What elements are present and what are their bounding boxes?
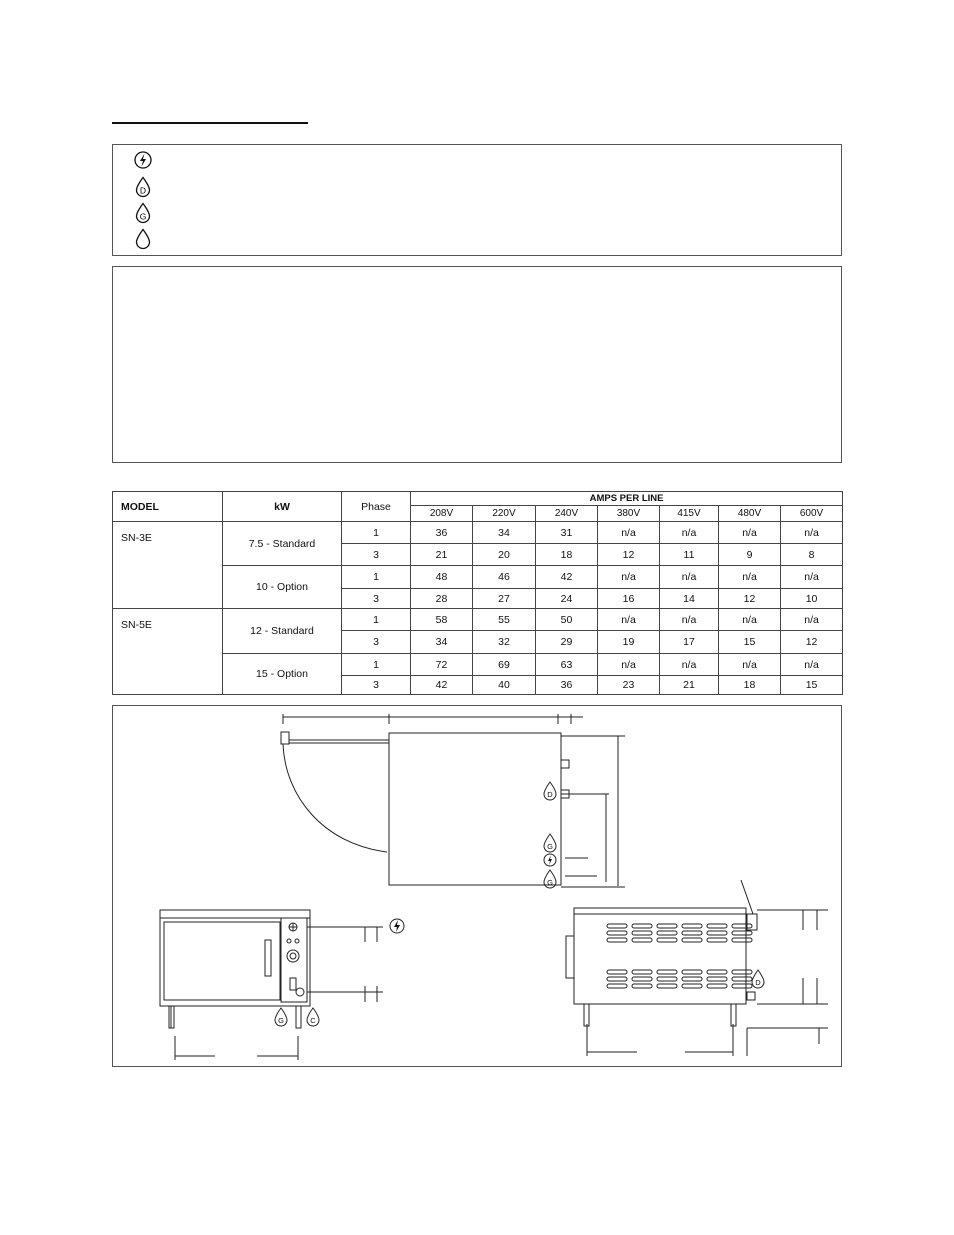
amps-cell: n/a (781, 654, 843, 676)
voltage-header-380v: 380V (598, 506, 660, 522)
amps-cell: 46 (473, 566, 536, 589)
model-name-cell: SN-5E (113, 609, 223, 695)
vent-slot (682, 977, 702, 981)
kw-cell: 12 - Standard (223, 609, 342, 654)
amps-cell: 21 (660, 676, 719, 695)
amps-cell: 63 (536, 654, 598, 676)
amps-cell: 12 (781, 631, 843, 654)
amps-cell: 69 (473, 654, 536, 676)
vent-slot (632, 938, 652, 942)
vent-slot (607, 977, 627, 981)
connection-legend-box (112, 144, 842, 256)
amps-cell: 31 (536, 522, 598, 544)
voltage-header-480v: 480V (719, 506, 781, 522)
top-drain-letter: D (547, 790, 553, 799)
drain-connection-icon (133, 176, 153, 198)
vent-slot (632, 931, 652, 935)
phase-cell: 3 (342, 676, 411, 695)
col-header-model: MODEL (113, 492, 223, 522)
vent-slot (732, 984, 752, 988)
voltage-header-208v: 208V (411, 506, 473, 522)
kw-cell: 7.5 - Standard (223, 522, 342, 566)
amps-cell: 34 (411, 631, 473, 654)
vent-slot (732, 938, 752, 942)
vent-slot (707, 977, 727, 981)
vent-slot (632, 970, 652, 974)
vent-slot (682, 984, 702, 988)
amps-cell: 58 (411, 609, 473, 631)
amps-cell: 55 (473, 609, 536, 631)
col-header-kw: kW (223, 492, 342, 522)
table-row (113, 522, 843, 544)
vent-slot (682, 938, 702, 942)
vent-slot (657, 924, 677, 928)
amps-cell: 42 (411, 676, 473, 695)
voltage-header-600v: 600V (781, 506, 843, 522)
vent-slot (607, 970, 627, 974)
amps-cell: 24 (536, 589, 598, 609)
amps-cell: 11 (660, 544, 719, 566)
amps-cell: 32 (473, 631, 536, 654)
installation-notes-box (112, 266, 842, 463)
water-connection-icon (133, 228, 153, 250)
amps-cell: 18 (536, 544, 598, 566)
gas-letter: G (139, 211, 147, 222)
amps-cell: 20 (473, 544, 536, 566)
amps-cell: n/a (781, 609, 843, 631)
top-water-letter: G (547, 878, 553, 887)
amps-cell: n/a (719, 654, 781, 676)
front-view-gas-marker (275, 1008, 287, 1026)
amps-cell: 9 (719, 544, 781, 566)
amps-cell: 36 (536, 676, 598, 695)
vent-slot (732, 924, 752, 928)
side-view-drain-marker (752, 970, 764, 988)
top-view-drain-marker (544, 782, 556, 800)
amps-cell: n/a (598, 654, 660, 676)
side-view-vents (607, 924, 752, 988)
amps-cell: 15 (781, 676, 843, 695)
amps-cell: 72 (411, 654, 473, 676)
top-view-drawing (281, 714, 625, 887)
vent-slot (732, 931, 752, 935)
vent-slot (657, 970, 677, 974)
front-view-water-marker (307, 1008, 319, 1026)
amps-cell: 40 (473, 676, 536, 695)
phase-cell: 1 (342, 566, 411, 589)
vent-slot (707, 970, 727, 974)
vent-slot (632, 984, 652, 988)
amps-cell: 15 (719, 631, 781, 654)
amps-cell: 12 (598, 544, 660, 566)
side-view-drawing (566, 880, 828, 1056)
vent-slot (682, 931, 702, 935)
vent-slot (682, 924, 702, 928)
vent-slot (707, 924, 727, 928)
kw-cell: 10 - Option (223, 566, 342, 609)
model-name-cell: SN-3E (113, 522, 223, 609)
vent-slot (607, 931, 627, 935)
amps-cell: 18 (719, 676, 781, 695)
vent-slot (657, 931, 677, 935)
amps-cell: n/a (781, 566, 843, 589)
amps-table-body (113, 522, 843, 695)
amps-cell: n/a (660, 609, 719, 631)
drain-letter: D (139, 185, 147, 196)
amps-per-line-table (112, 491, 843, 695)
phase-cell: 1 (342, 609, 411, 631)
vent-slot (657, 938, 677, 942)
amps-cell: n/a (660, 522, 719, 544)
vent-slot (607, 984, 627, 988)
vent-slot (607, 924, 627, 928)
section-title-underline (112, 122, 308, 124)
vent-slot (707, 984, 727, 988)
amps-cell: n/a (719, 609, 781, 631)
phase-cell: 3 (342, 631, 411, 654)
amps-cell: 42 (536, 566, 598, 589)
phase-cell: 1 (342, 522, 411, 544)
unit-dimension-drawings (113, 706, 841, 1066)
amps-cell: n/a (781, 522, 843, 544)
amps-cell: n/a (660, 654, 719, 676)
amps-cell: n/a (719, 566, 781, 589)
vent-slot (732, 970, 752, 974)
amps-cell: 48 (411, 566, 473, 589)
vent-slot (607, 938, 627, 942)
amps-cell: 16 (598, 589, 660, 609)
amps-cell: n/a (660, 566, 719, 589)
phase-cell: 3 (342, 544, 411, 566)
front-gas-letter: G (278, 1016, 284, 1025)
amps-cell: 36 (411, 522, 473, 544)
amps-cell: 10 (781, 589, 843, 609)
amps-cell: n/a (598, 609, 660, 631)
phase-cell: 3 (342, 589, 411, 609)
amps-cell: 8 (781, 544, 843, 566)
top-view-gas-marker (544, 834, 556, 852)
col-header-phase: Phase (342, 492, 411, 522)
amps-cell: n/a (598, 522, 660, 544)
amps-cell: 23 (598, 676, 660, 695)
amps-cell: 29 (536, 631, 598, 654)
table-row (113, 654, 843, 676)
amps-cell: 19 (598, 631, 660, 654)
vent-slot (707, 938, 727, 942)
amps-cell: n/a (719, 522, 781, 544)
voltage-header-415v: 415V (660, 506, 719, 522)
col-header-amps-per-line: AMPS PER LINE (411, 492, 843, 506)
front-view-drawing (160, 910, 383, 1060)
amps-cell: n/a (598, 566, 660, 589)
vent-slot (657, 977, 677, 981)
side-drain-letter: D (755, 978, 761, 987)
amps-cell: 14 (660, 589, 719, 609)
amps-cell: 27 (473, 589, 536, 609)
table-row (113, 566, 843, 589)
top-gas-letter: G (547, 842, 553, 851)
amps-cell: 12 (719, 589, 781, 609)
amps-cell: 21 (411, 544, 473, 566)
front-water-letter: C (310, 1016, 316, 1025)
gas-connection-icon (133, 202, 153, 224)
kw-cell: 15 - Option (223, 654, 342, 695)
vent-slot (707, 931, 727, 935)
voltage-header-240v: 240V (536, 506, 598, 522)
vent-slot (632, 924, 652, 928)
amps-cell: 28 (411, 589, 473, 609)
phase-cell: 1 (342, 654, 411, 676)
electrical-connection-icon (133, 149, 153, 171)
top-view-electrical-marker (544, 854, 556, 866)
vent-slot (657, 984, 677, 988)
amps-cell: 34 (473, 522, 536, 544)
dimension-drawings-box (112, 705, 842, 1067)
front-view-electrical-marker (390, 919, 404, 933)
voltage-header-220v: 220V (473, 506, 536, 522)
vent-slot (732, 977, 752, 981)
amps-cell: 17 (660, 631, 719, 654)
table-row (113, 609, 843, 631)
vent-slot (682, 970, 702, 974)
vent-slot (632, 977, 652, 981)
amps-cell: 50 (536, 609, 598, 631)
